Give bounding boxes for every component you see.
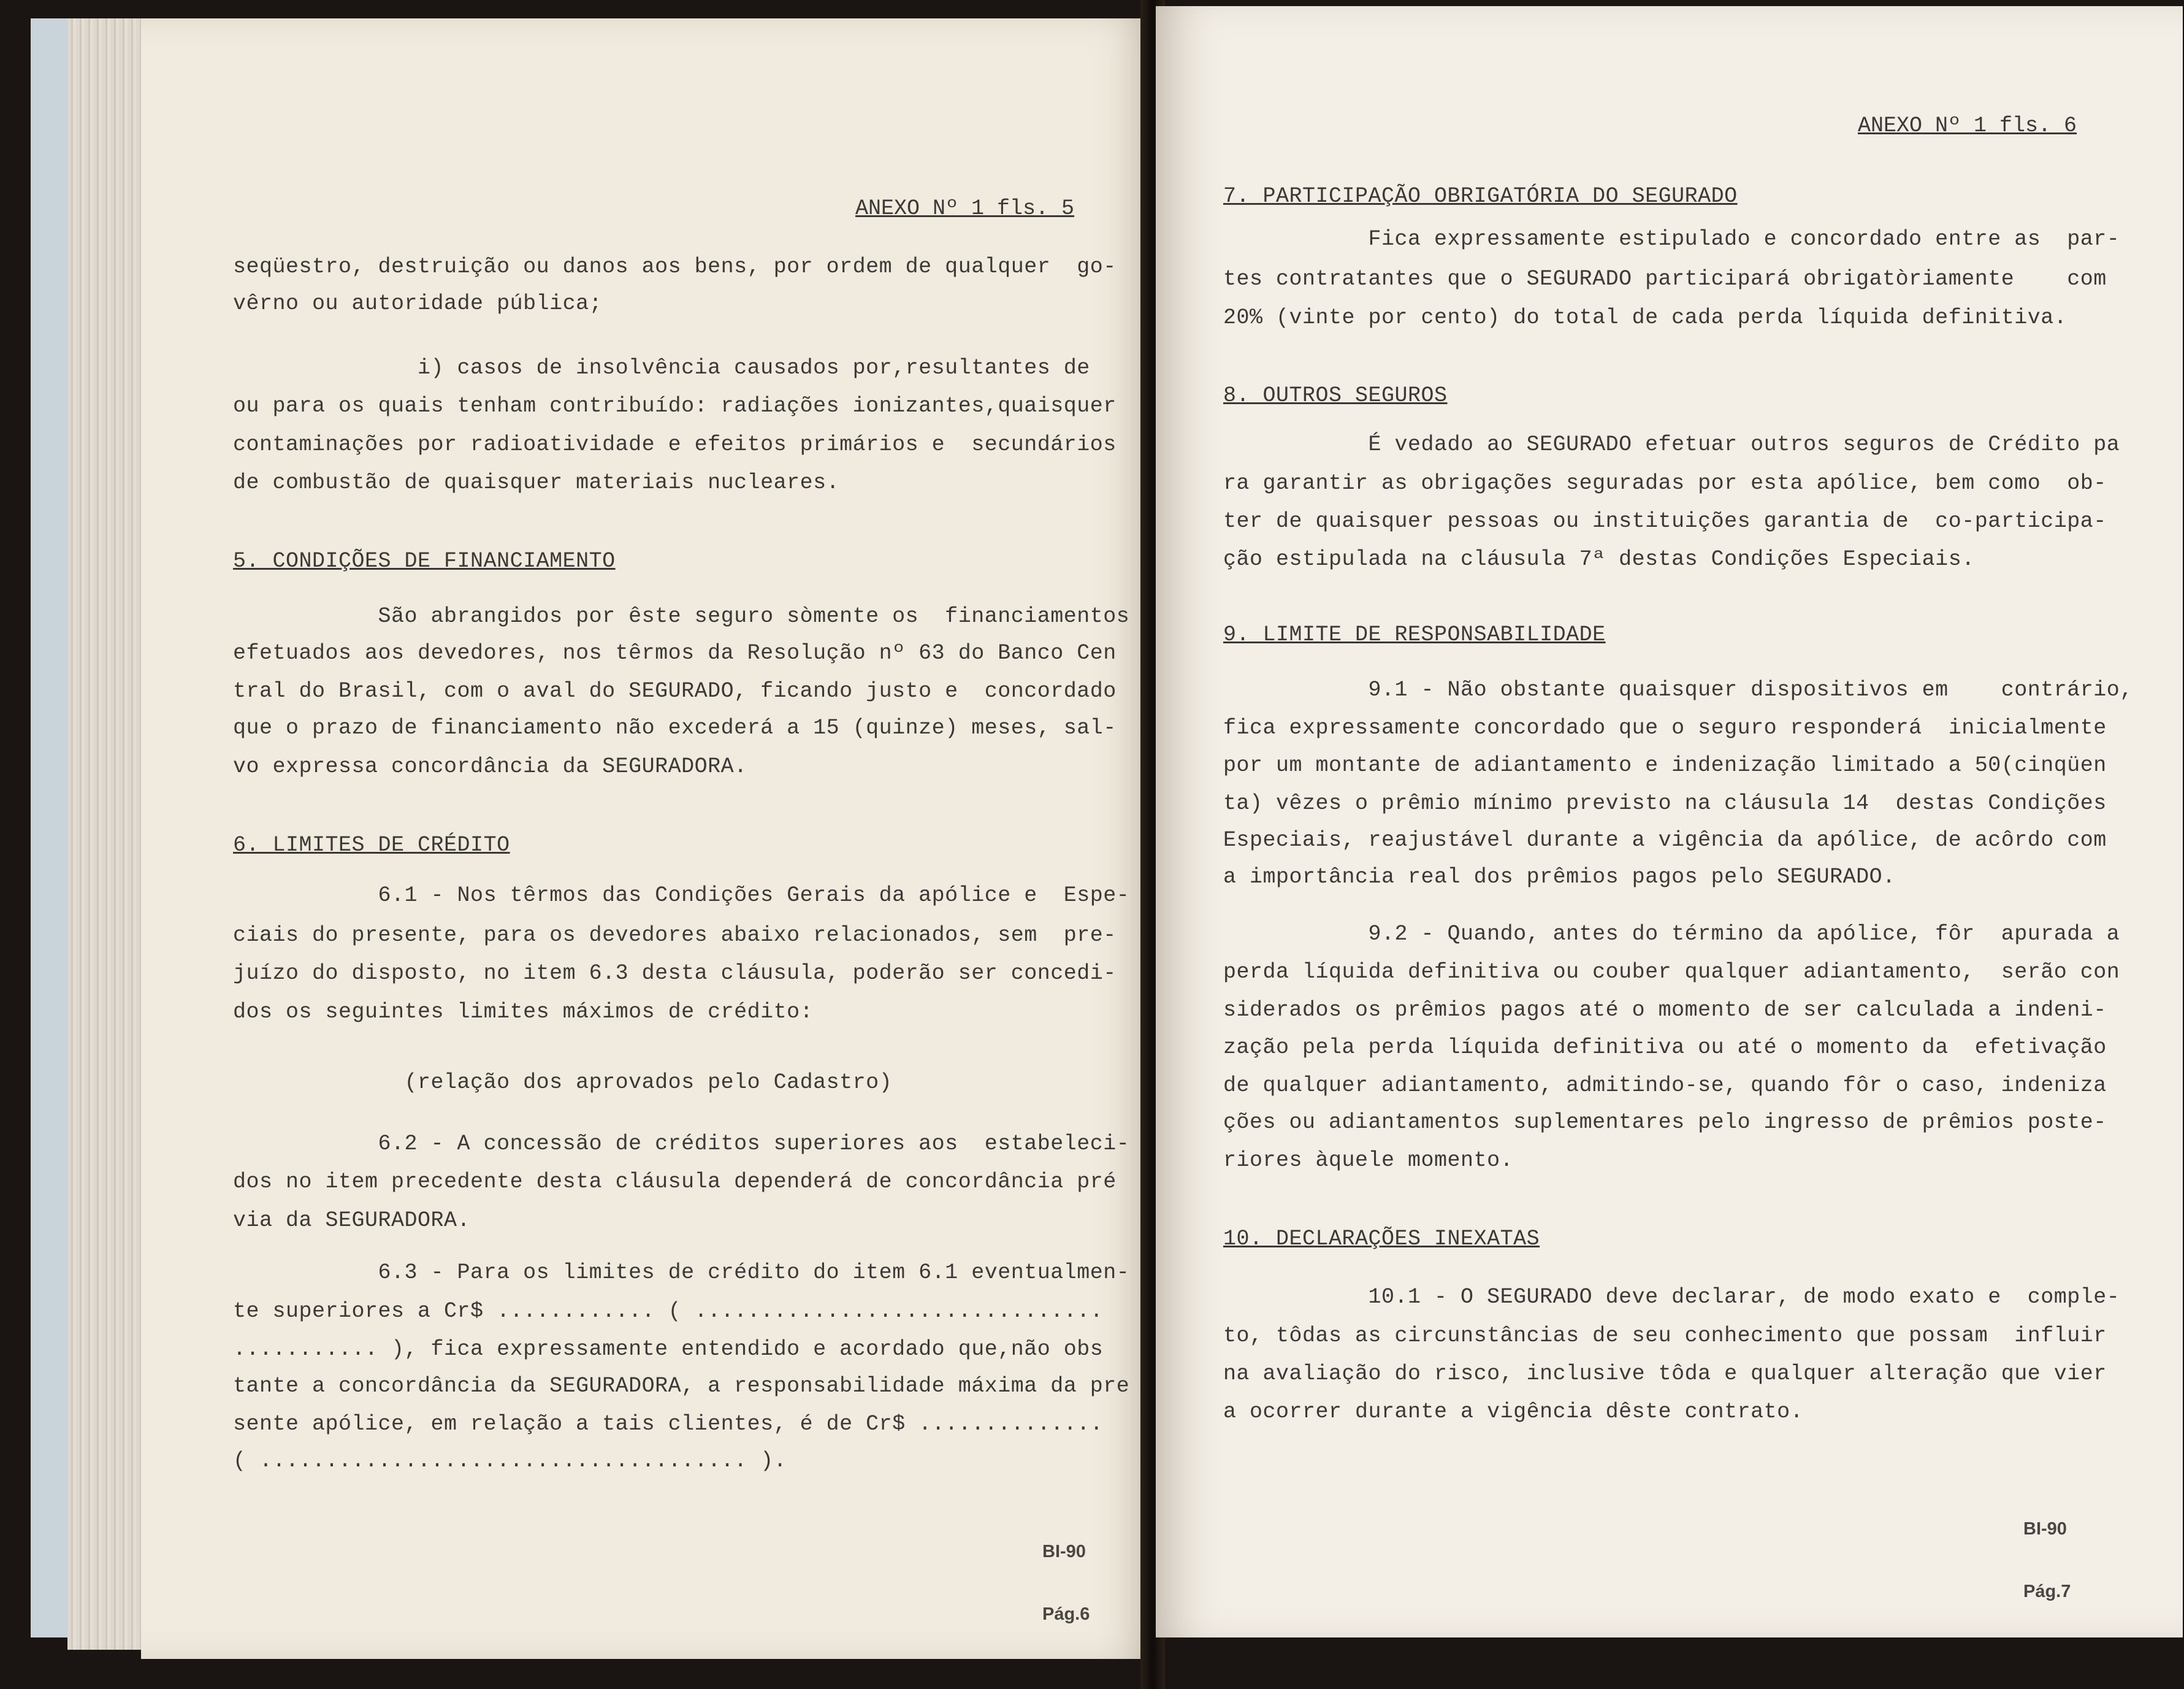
section-heading: 9. LIMITE DE RESPONSABILIDADE (1223, 622, 1606, 647)
text-line: ções ou adiantamentos suplementares pelo ingresso de prêmios poste- (1223, 1110, 2107, 1135)
section-heading: 6. LIMITES DE CRÉDITO (233, 833, 510, 857)
text-line: a ocorrer durante a vigência dêste contrato. (1223, 1400, 1804, 1424)
text-line: ta) vêzes o prêmio mínimo previsto na cláusula 14 destas Condições (1223, 791, 2107, 816)
page-header: ANEXO Nº 1 fls. 5 (855, 196, 1075, 221)
text-line: Fica expressamente estipulado e concordado entre as par- (1223, 227, 2120, 251)
section-heading: 5. CONDIÇÕES DE FINANCIAMENTO (233, 549, 616, 573)
text-line: dos no item precedente desta cláusula dependerá de concordância pré (233, 1170, 1117, 1194)
text-line: ou para os quais tenham contribuído: radiações ionizantes,quaisquer (233, 394, 1117, 418)
text-line: contaminações por radioatividade e efeitos primários e secundários (233, 432, 1117, 457)
text-line: É vedado ao SEGURADO efetuar outros seguros de Crédito pa (1223, 432, 2120, 457)
text-line: 6.1 - Nos têrmos das Condições Gerais da apólice e Espe- (233, 883, 1130, 908)
text-line: vo expressa concordância da SEGURADORA. (233, 754, 747, 779)
text-line: ter de quaisquer pessoas ou instituições garantia de co-participa- (1223, 509, 2107, 534)
text-line: 6.2 - A concessão de créditos superiores aos estabeleci- (233, 1132, 1130, 1156)
text-line: por um montante de adiantamento e indenização limitado a 50(cinqüen (1223, 753, 2107, 778)
text-line: tes contratantes que o SEGURADO participará obrigatòriamente com (1223, 267, 2107, 291)
text-line: de qualquer adiantamento, admitindo-se, quando fôr o caso, indeniza (1223, 1073, 2107, 1098)
text-line: siderados os prêmios pagos até o momento de ser calculada a indeni- (1223, 998, 2107, 1022)
footer-page-number: Pág.6 (1042, 1604, 1090, 1624)
text-line: efetuados aos devedores, nos têrmos da Resolução nº 63 do Banco Cen (233, 641, 1117, 665)
footer-page-number: Pág.7 (2023, 1582, 2071, 1601)
section-heading: 7. PARTICIPAÇÃO OBRIGATÓRIA DO SEGURADO (1223, 184, 1738, 209)
footer-code: BI-90 (2023, 1519, 2067, 1539)
text-line: to, tôdas as circunstâncias de seu conhecimento que possam influir (1223, 1323, 2107, 1348)
section-heading: 10. DECLARAÇÕES INEXATAS (1223, 1227, 1540, 1251)
right-page (1156, 6, 2183, 1637)
text-line: riores àquele momento. (1223, 1148, 1514, 1173)
text-line: fica expressamente concordado que o seguro responderá inicialmente (1223, 716, 2107, 740)
text-line: a importância real dos prêmios pagos pelo SEGURADO. (1223, 865, 1896, 889)
page-footer (2023, 1477, 2071, 1644)
page-footer (1042, 1499, 1090, 1666)
text-line: Especiais, reajustável durante a vigência da apólice, de acôrdo com (1223, 828, 2107, 852)
text-line: na avaliação do risco, inclusive tôda e qualquer alteração que vier (1223, 1362, 2107, 1386)
text-line: te superiores a Cr$ ............ ( ............................... (233, 1299, 1104, 1323)
text-line: juízo do disposto, no item 6.3 desta cláusula, poderão ser concedi- (233, 961, 1117, 986)
text-line: zação pela perda líquida definitiva ou até o momento da efetivação (1223, 1035, 2107, 1060)
text-line: ........... ), fica expressamente entendido e acordado que,não obs (233, 1337, 1104, 1362)
text-line: tral do Brasil, com o aval do SEGURADO, ficando justo e concordado (233, 679, 1117, 703)
text-line: que o prazo de financiamento não excederá a 15 (quinze) meses, sal- (233, 716, 1117, 740)
footer-code: BI-90 (1042, 1542, 1086, 1561)
section-heading: 8. OUTROS SEGUROS (1223, 383, 1448, 408)
text-line: vêrno ou autoridade pública; (233, 291, 603, 316)
text-line: São abrangidos por êste seguro sòmente os financiamentos (233, 604, 1130, 629)
text-line: i) casos de insolvência causados por,resultantes de (233, 356, 1090, 380)
text-line: perda líquida definitiva ou couber qualquer adiantamento, serão con (1223, 960, 2120, 984)
text-line: dos os seguintes limites máximos de crédito: (233, 1000, 814, 1024)
page-header: ANEXO Nº 1 fls. 6 (1858, 113, 2077, 138)
text-line: sente apólice, em relação a tais clientes, é de Cr$ .............. (233, 1412, 1104, 1436)
text-line: tante a concordância da SEGURADORA, a responsabilidade máxima da pre (233, 1374, 1130, 1398)
text-line: ção estipulada na cláusula 7ª destas Condições Especiais. (1223, 547, 1975, 572)
text-line: 9.1 - Não obstante quaisquer dispositivos em contrário, (1223, 678, 2133, 702)
text-line: via da SEGURADORA. (233, 1208, 471, 1233)
text-line: ciais do presente, para os devedores abaixo relacionados, sem pre- (233, 923, 1117, 948)
text-line: (relação dos aprovados pelo Cadastro) (233, 1070, 893, 1095)
text-line: de combustão de quaisquer materiais nucleares. (233, 470, 840, 495)
text-line: ( ..................................... ). (233, 1449, 787, 1473)
left-page (141, 18, 1159, 1659)
text-line: seqüestro, destruição ou danos aos bens, por ordem de qualquer go- (233, 255, 1117, 279)
text-line: ra garantir as obrigações seguradas por esta apólice, bem como ob- (1223, 471, 2107, 496)
text-line: 10.1 - O SEGURADO deve declarar, de modo exato e comple- (1223, 1285, 2120, 1309)
page-stack-edge (67, 18, 141, 1650)
text-line: 9.2 - Quando, antes do término da apólice, fôr apurada a (1223, 922, 2120, 946)
text-line: 20% (vinte por cento) do total de cada perda líquida definitiva. (1223, 305, 2068, 330)
text-line: 6.3 - Para os limites de crédito do item 6.1 eventualmen- (233, 1260, 1130, 1285)
